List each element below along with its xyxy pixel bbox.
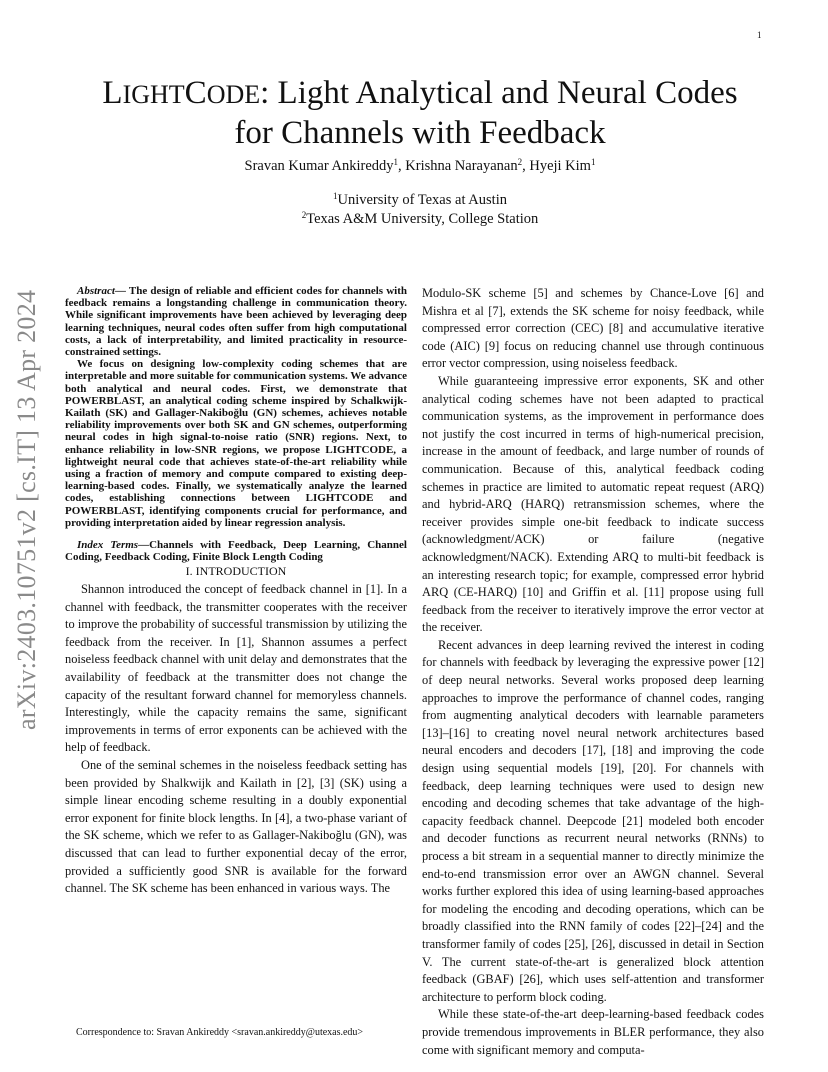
abstract-paragraph-1: — The design of reliable and efficient codes for channels with feedback remains a longstanding challenge in communication theory. While significant improvements have been achieved by leveraging deep learning techniques, neural codes often suffer from high computational costs, a lack of interpretability, and limited practicality in resource-constrained settings. (65, 285, 407, 359)
index-terms-label: Index Terms (77, 539, 139, 552)
left-column (65, 285, 407, 898)
correspondence-footnote: Correspondence to: Sravan Ankireddy <sravan.ankireddy@utexas.edu> (76, 1027, 364, 1038)
index-terms: —Channels with Feedback, Deep Learning, Channel Coding, Feedback Coding, Finite Block Length Coding (65, 539, 407, 564)
title-line-1: LIGHTCODE: Light Analytical and Neural Codes (102, 75, 738, 111)
author: Sravan Kumar Ankireddy (244, 158, 394, 174)
arxiv-identifier: arXiv:2403.10751v2 [cs.IT] 13 Apr 2024 (12, 289, 41, 730)
section-heading-introduction: I. INTRODUCTION (185, 564, 287, 579)
right-paragraph-4: While these state-of-the-art deep-learning-based feedback codes provide tremendous improvements in BLER performance, they also come with significant memory and computa- (422, 1007, 764, 1057)
right-column (422, 285, 764, 1059)
author: Hyeji Kim (529, 158, 591, 174)
right-paragraph-2: While guaranteeing impressive error exponents, SK and other analytical coding schemes have not been adapted to practical communication systems, as the improvement in performance does not justify the cost incurred in terms of high-numerical precision, increase in the amount of feedback, and large number of rounds of communication. Because of this, analytical feedback coding schemes in practice are limited to automatic repeat request (ARQ) and hybrid-ARQ (HARQ) retransmission schemes, where the receiver provides simple one-bit feedback to indicate success (acknowledgment/ACK) or failure (negative acknowledgment/NACK). Extending ARQ to multi-bit feedback is an interesting research topic; for example, compressed error hybrid ARQ (CE-HARQ) [10] and Griffin et al. [11] propose using full feedback from the receiver to iteratively improve the error vector at the receiver. (422, 373, 764, 635)
author: Krishna Narayanan (405, 158, 518, 174)
abstract-label: Abstract (77, 285, 115, 297)
intro-paragraph-2: One of the seminal schemes in the noiseless feedback setting has been provided by Shalkwijk and Kailath in [2], [3] (SK) using a simple linear encoding scheme resulting in a doubly exponential error exponent for finite block lengths. In [4], a two-phase variant of the SK scheme, which we refer to as Gallager-Nakiboğlu (GN), was discussed that can lead to further exponential decay of the error, provided a sufficiently good SNR is available for the forward channel. The SK scheme has been enhanced in various ways. The (65, 758, 407, 896)
intro-paragraph-1: Shannon introduced the concept of feedback channel in [1]. In a channel with feedback, the transmitter cooperates with the receiver to improve the probability of successful transmission by utilizing the feedback from the receiver. In [1], Shannon assumes a perfect noiseless feedback channel with unit delay and demonstrates that the availability of feedback at the transmitter does not change the capacity of the resultant forward channel for memoryless channels. Interestingly, while the capacity remains the same, significant improvements in terms of error exponents can be achieved with the help of feedback. (65, 582, 407, 755)
right-paragraph-1: Modulo-SK scheme [5] and schemes by Chance-Love [6] and Mishra et al [7], extends the SK scheme for noisy feedback, while compressed error correction (CEC) [8] and accumulative iterative code (AIC) [9] focus on reducing channel use through continuous error vector compression, using noiseless feedback. (422, 286, 764, 371)
author-list: Sravan Kumar Ankireddy$^1$, Krishna Narayanan$^2$, Hyeji Kim$^1$ (244, 157, 596, 174)
abstract-paragraph-2: We focus on designing low-complexity coding schemes that are interpretable and more suitable for communication systems. We advance both analytical and neural codes. First, we demonstrate that POWERBLAST, an analytical coding scheme inspired by Schalkwijk-Kailath (SK) and Gallager-Nakiboğlu (GN) schemes, achieves notable reliability improvements over both SK and GN schemes, outperforming neural codes in high signal-to-noise ratio (SNR) regions. Next, to enhance reliability in low-SNR regions, we propose LIGHTCODE, a lightweight neural code that achieves state-of-the-art reliability while using a fraction of memory and compute compared to existing deep-learning-based codes. Finally, we systematically analyze the learned codes, establishing connections between LIGHTCODE and POWERBLAST, identifying components crucial for performance, and providing interpretation aided by linear regression analysis. (65, 358, 407, 529)
title-line-2: for Channels with Feedback (234, 115, 606, 151)
right-paragraph-3: Recent advances in deep learning revived the interest in coding for channels with feedback by leveraging the expressive power [12] of deep neural networks. Several works proposed deep learning approaches to improve the performance of channel codes, ranging from augmenting analytical decoders with learnable parameters [13]–[16] to creating novel neural network architectures based neural encoders and decoders [17], [18] and improving the code design using sequential models [19], [20]. For channels with feedback, deep learning techniques were used to design new encoding and decoding schemes that take advantage of the high-capacity feedback channel. Deepcode [21] modeled both encoder and decoder functions as recurrent neural networks (RNNs) to process a bit stream in a sequential manner to directly minimize the end-to-end transmission error over an AWGN channel. Several works further explored this idea of using learning-based approaches for modeling the encoding and decoding operations, which can be broadly classified into the RNN family of codes [22]–[24] and the transformer family of codes [25], [26], discussed in detail in Section V. The current state-of-the-art is generalized block attention feedback (GBAF) [26], which uses self-attention and transformer architecture to perform block coding. (422, 637, 764, 1004)
affiliation-1: $^1$University of Texas at Austin (333, 191, 507, 208)
abstract (65, 285, 407, 563)
paper-title (70, 74, 770, 153)
affiliation-2: $^2$Texas A&M University, College Station (301, 210, 539, 227)
page-number: 1 (757, 30, 762, 40)
